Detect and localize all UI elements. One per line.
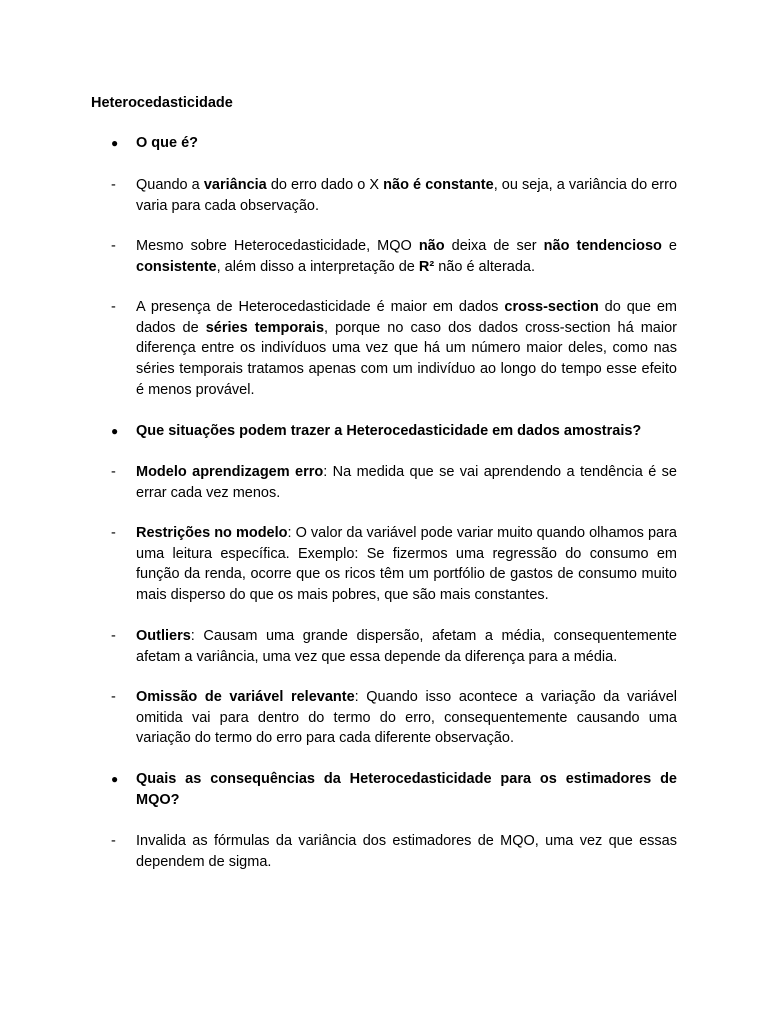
bold-run: variância [203, 177, 267, 193]
bold-run: R² [418, 258, 435, 275]
list-item-variance-not-constant [111, 175, 677, 216]
bold-run: Modelo aprendizagem erro [136, 464, 324, 480]
bold-run: não tendencioso [543, 238, 662, 254]
dash-marker: - [111, 238, 116, 254]
bold-run: Outliers [136, 628, 191, 644]
text-run: , ou seja, a variância do erro varia para cada observação. [136, 177, 678, 214]
bold-run: Omissão de variável relevante [136, 689, 355, 705]
question-consequences [111, 769, 677, 810]
dash-marker: - [111, 464, 116, 480]
list-item-cross-section [111, 297, 677, 401]
dash-marker: - [111, 689, 116, 705]
bold-run: séries temporais [205, 319, 325, 336]
text-run: e [661, 238, 677, 254]
bold-run: não [418, 238, 445, 254]
bullet-marker: ● [111, 136, 119, 150]
dash-marker: - [111, 525, 116, 541]
list-item-outliers [111, 626, 677, 667]
text-run: : Causam uma grande dispersão, afetam a média, consequentemente afetam a variância, uma vez que essa depende da diferença para a média. [136, 628, 677, 665]
question-situations [111, 421, 677, 442]
dash-marker: - [111, 833, 116, 849]
text-run: A presença de Heterocedasticidade é maior em dados [136, 299, 505, 315]
list-item-omitted-variable [111, 687, 677, 749]
list-item-model-restrictions [111, 523, 677, 606]
dash-marker: - [111, 177, 116, 193]
dash-marker: - [111, 299, 116, 315]
list-item-learning-model [111, 462, 677, 503]
bold-run: consistente [136, 258, 217, 275]
bold-run: cross-section [504, 299, 599, 315]
text-run: : Na medida que se vai aprendendo a tendência é se errar cada vez menos. [136, 464, 677, 501]
question-text: O que é? [136, 135, 199, 151]
text-run: , além disso a interpretação de [216, 258, 419, 275]
bullet-marker: ● [111, 424, 119, 438]
text-run: deixa de ser [444, 238, 544, 254]
bold-run: Restrições no modelo [136, 525, 288, 541]
text-run: , porque no caso dos dados cross-section há maior diferença entre os indivíduos uma vez que há um número maior deles, como nas séries temporais tratamos apenas com um indivíduo ao longo do tempo esse efeito é menos provável. [136, 319, 677, 398]
list-item-mqo-unbiased [111, 236, 677, 277]
text-run: do erro dado o X [266, 177, 384, 193]
question-what-is [111, 133, 677, 154]
text-run: : Quando isso acontece a variação da variável omitida vai para dentro do termo do erro, consequentemente causando uma variação do termo do erro para cada diferente observação. [136, 689, 677, 747]
text-run: Quando a [136, 177, 204, 193]
bold-run: não é constante [383, 177, 494, 193]
text-run: : O valor da variável pode variar muito quando olhamos para uma leitura específica. Exemplo: Se fizermos uma regressão do consumo em função da renda, ocorre que os ricos têm um portfólio de gastos de consumo muito mais disperso do que os mais pobres, que são mais constantes. [136, 525, 677, 604]
list-item-invalid-formulas [111, 831, 677, 872]
question-text: Que situações podem trazer a Heterocedasticidade em dados amostrais? [136, 423, 642, 439]
bullet-marker: ● [111, 772, 119, 786]
document-title: Heterocedasticidade [91, 95, 233, 111]
text-run: não é alterada. [434, 258, 535, 275]
dash-marker: - [111, 628, 116, 644]
text-run: Invalida as fórmulas da variância dos estimadores de MQO, uma vez que essas dependem de sigma. [136, 833, 677, 870]
text-run: do que em dados de [136, 299, 677, 336]
question-text: Quais as consequências da Heterocedasticidade para os estimadores de MQO? [136, 771, 677, 808]
text-run: Mesmo sobre Heterocedasticidade, MQO [136, 238, 419, 254]
